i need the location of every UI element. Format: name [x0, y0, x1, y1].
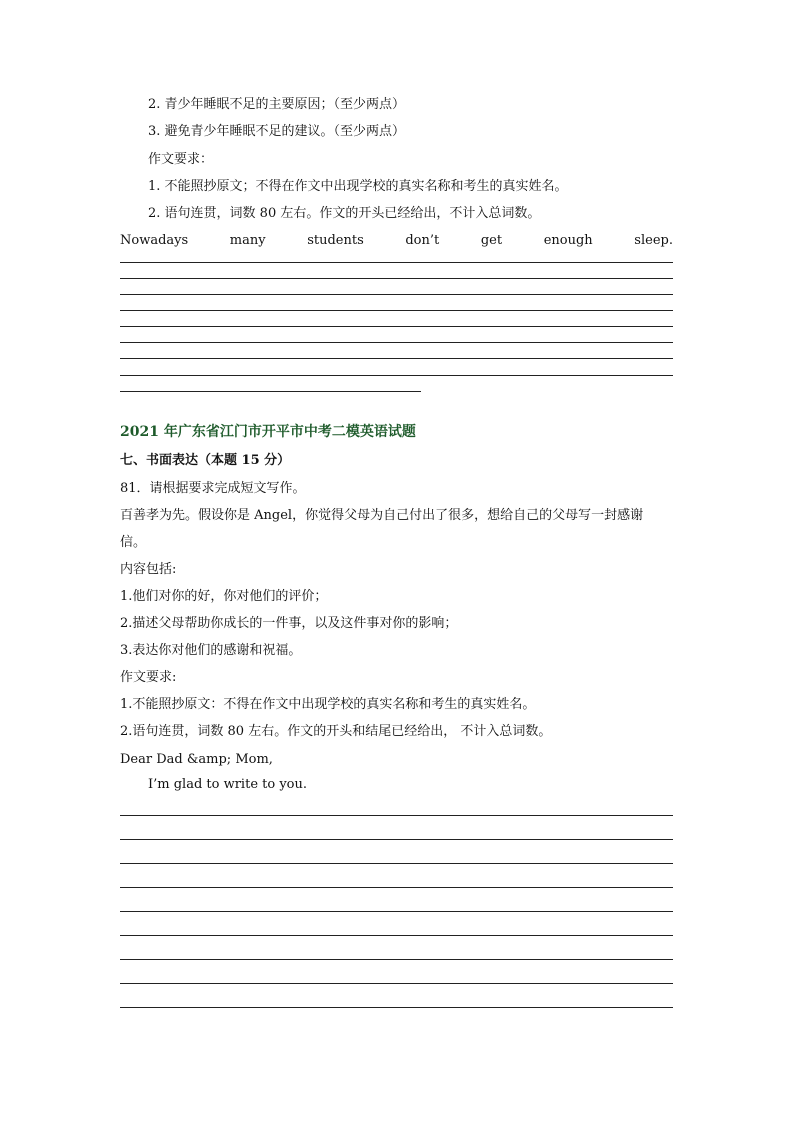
- essay-opening-sentence: [120, 232, 673, 250]
- requirements-title: 作文要求：: [148, 152, 214, 167]
- content-item-2: 2. 青少年睡眠不足的主要原因；（至少两点）: [148, 97, 406, 112]
- writing-line: [120, 326, 673, 327]
- opening-word: get: [480, 233, 503, 248]
- writing-line: [120, 310, 673, 311]
- writing-line: [120, 1007, 673, 1008]
- section-divider: [120, 391, 421, 392]
- letter-salutation: Dear Dad &amp; Mom,: [120, 752, 273, 767]
- question-number: 81．请根据要求完成短文写作。: [120, 481, 306, 496]
- content-item-2: 2.描述父母帮助你成长的一件事，以及这件事对你的影响；: [120, 616, 458, 631]
- writing-line: [120, 294, 673, 295]
- writing-line: [120, 911, 673, 912]
- opening-word: don’t: [405, 233, 440, 248]
- prompt-text: 百善孝为先。假设你是 Angel，你觉得父母为自己付出了很多，想给自己的父母写一封感谢: [120, 508, 644, 523]
- writing-line: [120, 815, 673, 816]
- requirement-2: 2.语句连贯，词数 80 左右。作文的开头和结尾已经给出， 不计入总词数。: [120, 724, 552, 739]
- writing-line: [120, 983, 673, 984]
- requirements-title: 作文要求:: [120, 670, 177, 685]
- content-item-3: 3. 避免青少年睡眠不足的建议。（至少两点）: [148, 124, 406, 139]
- opening-word: enough: [543, 233, 593, 248]
- writing-line: [120, 262, 673, 263]
- content-item-1: 1.他们对你的好，你对他们的评价；: [120, 589, 328, 604]
- prompt-text-cont: 信。: [120, 535, 147, 550]
- writing-line: [120, 935, 673, 936]
- writing-line: [120, 863, 673, 864]
- exam-title: 2021 年广东省江门市开平市中考二模英语试题: [120, 424, 416, 440]
- opening-word: sleep.: [634, 233, 673, 248]
- part-heading: 七、书面表达（本题 15 分）: [120, 453, 291, 468]
- writing-line: [120, 887, 673, 888]
- requirement-2: 2. 语句连贯，词数 80 左右。作文的开头已经给出，不计入总词数。: [148, 206, 541, 221]
- opening-word: Nowadays: [120, 233, 189, 248]
- letter-opening: I’m glad to write to you.: [148, 777, 308, 792]
- content-item-3: 3.表达你对他们的感谢和祝福。: [120, 643, 302, 658]
- content-title: 内容包括:: [120, 562, 177, 577]
- writing-line: [120, 342, 673, 343]
- writing-line: [120, 839, 673, 840]
- writing-line: [120, 358, 673, 359]
- writing-line: [120, 375, 673, 376]
- opening-word: students: [307, 233, 364, 248]
- requirement-1: 1.不能照抄原文：不得在作文中出现学校的真实名称和考生的真实姓名。: [120, 697, 536, 712]
- requirement-1: 1. 不能照抄原文；不得在作文中出现学校的真实名称和考生的真实姓名。: [148, 179, 568, 194]
- opening-word: many: [229, 233, 266, 248]
- writing-line: [120, 959, 673, 960]
- writing-line: [120, 278, 673, 279]
